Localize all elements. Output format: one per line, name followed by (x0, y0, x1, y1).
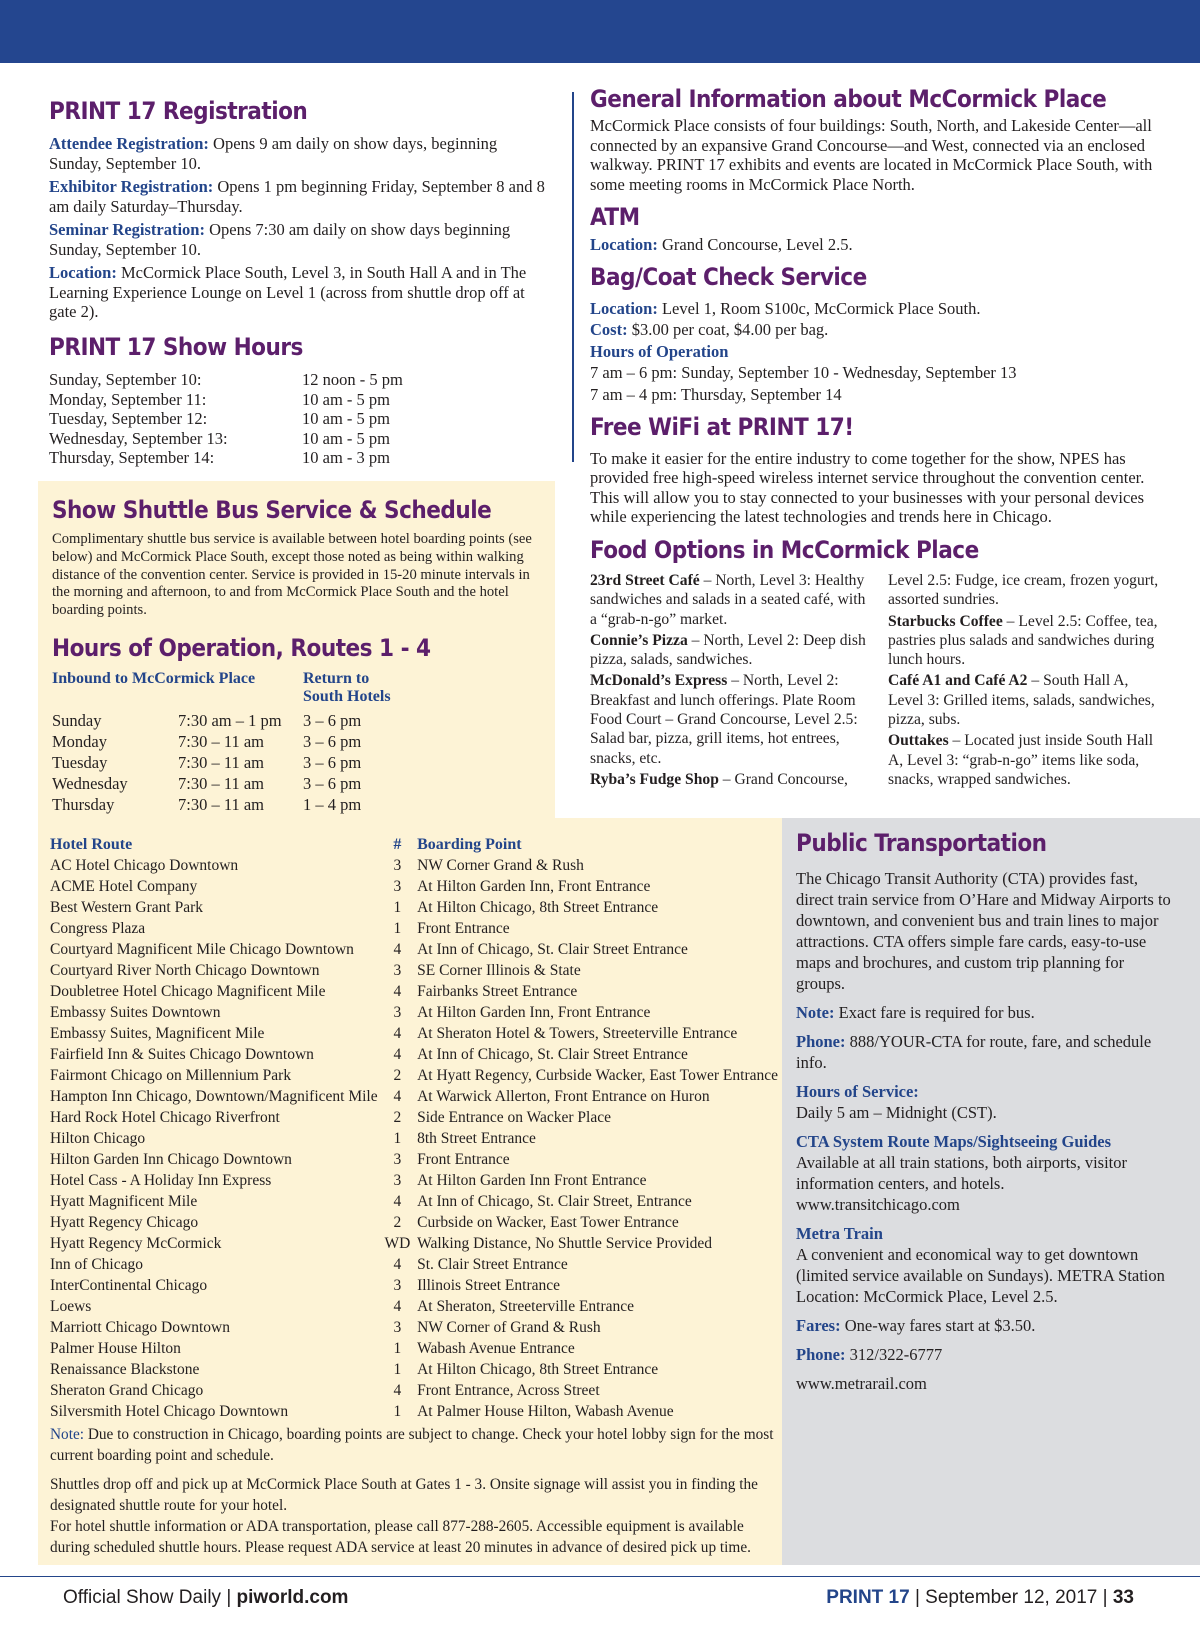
hotel-routes-section (50, 834, 778, 1558)
hotel-name: Renaissance Blackstone (50, 1361, 200, 1378)
hotel-row (50, 855, 778, 876)
hotel-name: ACME Hotel Company (50, 878, 198, 895)
route-number: 3 (393, 878, 402, 895)
route-number: 4 (393, 983, 402, 1000)
show-hours-row: Thursday, September 14: 10 am - 3 pm (49, 448, 390, 468)
route-number: 3 (393, 1277, 402, 1294)
hotel-row (50, 1254, 778, 1275)
hotel-row (50, 939, 778, 960)
route-number: 3 (393, 857, 402, 874)
hotel-name: Embassy Suites Downtown (50, 1004, 221, 1021)
hotel-name: Sheraton Grand Chicago (50, 1382, 204, 1399)
hotel-route-header: Hotel Route (50, 836, 133, 853)
shuttle-section (52, 497, 547, 815)
boarding-point: St. Clair Street Entrance (417, 1256, 568, 1273)
routes-title: Hours of Operation, Routes 1 - 4 (52, 634, 431, 663)
route-number-header: # (393, 836, 402, 853)
route-row: Sunday 7:30 am – 1 pm 3 – 6 pm (52, 710, 362, 730)
boarding-point: Front Entrance (417, 1151, 510, 1168)
boarding-point: At Sheraton Hotel & Towers, Streeterville Entrance (417, 1025, 738, 1042)
routes-table (52, 670, 413, 815)
hotel-row (50, 960, 778, 981)
boarding-point: At Inn of Chicago, St. Clair Street Entrance (417, 1046, 688, 1063)
show-hours-row: Monday, September 11: 10 am - 5 pm (49, 389, 390, 409)
hotel-row (50, 1296, 778, 1317)
boarding-point: 8th Street Entrance (417, 1130, 536, 1147)
route-number: 1 (393, 1361, 402, 1378)
transit-note: Note: Exact fare is required for bus. (796, 1003, 1035, 1023)
food-column-1 (590, 571, 866, 791)
boarding-point: At Inn of Chicago, St. Clair Street, Entrance (417, 1193, 692, 1210)
hotel-row (50, 1380, 778, 1401)
hotel-name: Hampton Inn Chicago, Downtown/Magnificent Mile (50, 1088, 378, 1105)
hotel-name: Marriott Chicago Downtown (50, 1319, 230, 1336)
hotel-name: Hotel Cass - A Holiday Inn Express (50, 1172, 272, 1189)
boarding-point: At Hilton Chicago, 8th Street Entrance (417, 1361, 659, 1378)
hotel-row (50, 1275, 778, 1296)
general-info-text: McCormick Place consists of four buildings: South, North, and Lakeside Center—all connected by an expansive Grand Concourse—and West, connected via an enclosed walkway. PRINT 17 exhibits and events are located in McCormick Place South, with some meeting rooms in McCormick Place North. (590, 116, 1153, 194)
boarding-point: NW Corner of Grand & Rush (417, 1319, 601, 1336)
transit-title: Public Transportation (796, 829, 1047, 857)
show-hours-title: PRINT 17 Show Hours (49, 332, 303, 361)
boarding-point: At Palmer House Hilton, Wabash Avenue (417, 1403, 674, 1420)
route-number: 1 (393, 899, 402, 916)
hotel-row (50, 1317, 778, 1338)
boarding-point: SE Corner Illinois & State (417, 962, 581, 979)
food-item: Outtakes – Located just inside South Hall A, Level 3: “grab-n-go” items like soda, snacks, wrapped sandwiches. (888, 732, 1154, 788)
footer-right: PRINT 17 | September 12, 2017 | 33 (826, 1587, 1134, 1608)
boarding-point: Curbside on Wacker, East Tower Entrance (417, 1214, 679, 1231)
hotel-row (50, 1401, 778, 1422)
footer-rule (0, 1576, 1200, 1577)
route-number: 3 (393, 1172, 402, 1189)
route-number: 1 (393, 920, 402, 937)
hotel-row (50, 1128, 778, 1149)
wifi-info (590, 414, 1165, 526)
hotel-name: Inn of Chicago (50, 1256, 143, 1273)
route-number: 4 (393, 1193, 402, 1210)
show-hours-row: Tuesday, September 12: 10 am - 5 pm (49, 409, 390, 429)
bag-cost: Cost: $3.00 per coat, $4.00 per bag. (590, 320, 829, 340)
bag-check-title: Bag/Coat Check Service (590, 263, 867, 292)
boarding-point: Wabash Avenue Entrance (417, 1340, 575, 1357)
route-number: 4 (393, 941, 402, 958)
show-hours-row: Wednesday, September 13: 10 am - 5 pm (49, 428, 390, 448)
bag-hours-2: 7 am – 4 pm: Thursday, September 14 (590, 384, 842, 404)
hotel-name: Hard Rock Hotel Chicago Riverfront (50, 1109, 280, 1126)
boarding-point: At Inn of Chicago, St. Clair Street Entrance (417, 941, 688, 958)
hotel-row (50, 1023, 778, 1044)
hotel-row (50, 1212, 778, 1233)
route-number: 3 (393, 962, 402, 979)
boarding-point: At Sheraton, Streeterville Entrance (417, 1298, 635, 1315)
route-number: 4 (393, 1046, 402, 1063)
route-number: 3 (393, 1004, 402, 1021)
show-hours-table (49, 370, 403, 468)
seminar-registration: Seminar Registration: Opens 7:30 am daily on show days beginning Sunday, September 10. (49, 220, 511, 259)
hotel-row (50, 1338, 778, 1359)
boarding-point: Illinois Street Entrance (417, 1277, 561, 1294)
hotel-note: Note: Due to construction in Chicago, boarding points are subject to change. Check your hotel lobby sign for the most current boarding point and schedule. (50, 1426, 774, 1464)
transit-url[interactable]: www.transitchicago.com (796, 1195, 960, 1215)
food-item: Ryba’s Fudge Shop – Grand Concourse, (590, 770, 848, 788)
hotel-row (50, 876, 778, 897)
column-divider (572, 92, 574, 462)
boarding-point: At Warwick Allerton, Front Entrance on Huron (417, 1088, 710, 1105)
show-hours-row: Sunday, September 10: 12 noon - 5 pm (49, 370, 403, 390)
hotel-row (50, 1170, 778, 1191)
route-number: 4 (393, 1088, 402, 1105)
hotel-name: Fairfield Inn & Suites Chicago Downtown (50, 1046, 314, 1063)
hotel-name: AC Hotel Chicago Downtown (50, 857, 239, 874)
hotel-name: Hyatt Regency McCormick (50, 1235, 222, 1252)
food-item: Starbucks Coffee – Level 2.5: Coffee, tea, pastries plus salads and sandwiches during lunch hours. (888, 612, 1158, 669)
metra-info: Metra Train A convenient and economical way to get downtown (limited service available on Sundays). METRA Station Location: McCormick Place, Level 2.5. (796, 1224, 1165, 1307)
shuttle-gates-info: Shuttles drop off and pick up at McCormick Place South at Gates 1 - 3. Onsite signage will assist you in finding the designated shuttle route for your hotel. (50, 1476, 758, 1514)
footer-left: Official Show Daily | piworld.com (63, 1587, 349, 1608)
wifi-text: To make it easier for the entire industry to come together for the show, NPES has provided free high-speed wireless internet service throughout the convention center. This will allow you to stay connected to your businesses with your personal devices while experiencing the latest technologies and trends here in Chicago. (590, 448, 1145, 527)
transit-maps: CTA System Route Maps/Sightseeing Guides Available at all train stations, both airports, visitor information centers, and hotels. www.transitchicago.com (796, 1132, 1127, 1215)
hotel-name: Courtyard Magnificent Mile Chicago Downtown (50, 941, 354, 958)
transit-hours: Hours of Service: Daily 5 am – Midnight (CST). (796, 1082, 997, 1123)
boarding-point: At Hilton Chicago, 8th Street Entrance (417, 899, 659, 916)
boarding-point: At Hilton Garden Inn, Front Entrance (417, 878, 651, 895)
transit-intro: The Chicago Transit Authority (CTA) provides fast, direct train service from O’Hare and Midway Airports to downtown, and convenient bus and train lines to major attractions. CTA offers simple fare cards, easy-to-use maps and brochures, and custom trip planning for groups. (796, 869, 1171, 994)
food-column-2 (888, 571, 1164, 791)
page-number: 33 (1112, 1587, 1134, 1608)
transit-phone: Phone: 888/YOUR-CTA for route, fare, and schedule info. (796, 1032, 1152, 1073)
footer-site-link[interactable]: piworld.com (236, 1587, 349, 1608)
bag-hours-label: Hours of Operation (590, 341, 729, 361)
hotel-name: Hyatt Regency Chicago (50, 1214, 199, 1231)
bag-check-info (590, 264, 1165, 404)
atm-location: Location: Grand Concourse, Level 2.5. (590, 234, 853, 254)
wifi-title: Free WiFi at PRINT 17! (590, 413, 854, 442)
hotel-name: Hyatt Magnificent Mile (50, 1193, 198, 1210)
inbound-header: Inbound to McCormick Place (52, 669, 256, 687)
atm-info (590, 204, 1165, 254)
boarding-point: At Hilton Garden Inn Front Entrance (417, 1172, 647, 1189)
atm-title: ATM (590, 203, 640, 232)
hotel-routes-table (50, 834, 778, 1422)
hotel-name: Best Western Grant Park (50, 899, 204, 916)
boarding-point: Front Entrance, Across Street (417, 1382, 600, 1399)
hotel-row (50, 1086, 778, 1107)
route-number: 1 (393, 1403, 402, 1420)
route-number: 4 (393, 1382, 402, 1399)
exhibitor-registration: Exhibitor Registration: Opens 1 pm beginning Friday, September 8 and 8 am daily Saturday–Thursday. (49, 177, 545, 216)
hotel-name: Hilton Chicago (50, 1130, 146, 1147)
bag-location: Location: Level 1, Room S100c, McCormick Place South. (590, 298, 981, 318)
attendee-registration: Attendee Registration: Opens 9 am daily on show days, beginning Sunday, September 10. (49, 134, 498, 173)
hotel-row (50, 1065, 778, 1086)
hotel-row (50, 918, 778, 939)
route-row: Thursday 7:30 – 11 am 1 – 4 pm (52, 794, 362, 814)
route-number: 3 (393, 1319, 402, 1336)
food-title: Food Options in McCormick Place (590, 535, 979, 564)
boarding-point: At Hyatt Regency, Curbside Wacker, East Tower Entrance (417, 1067, 778, 1084)
food-item: Connie’s Pizza – North, Level 2: Deep dish pizza, salads, sandwiches. (590, 631, 866, 669)
hotel-row (50, 897, 778, 918)
boarding-point: NW Corner Grand & Rush (417, 857, 584, 874)
food-item: McDonald’s Express – North, Level 2: Breakfast and lunch offerings. Plate Room Food Court – Grand Concourse, Level 2.5: Salad bar, pizza, grill items, hot entrees, snacks, etc. (590, 672, 858, 767)
route-number: 4 (393, 1025, 402, 1042)
boarding-point: Fairbanks Street Entrance (417, 983, 578, 1000)
boarding-point: Walking Distance, No Shuttle Service Provided (417, 1235, 713, 1252)
hotel-row (50, 1107, 778, 1128)
route-row: Tuesday 7:30 – 11 am 3 – 6 pm (52, 752, 362, 772)
route-number: 2 (393, 1109, 402, 1126)
general-info-title: General Information about McCormick Place (590, 85, 1107, 113)
route-number: 4 (393, 1298, 402, 1315)
registration-location: Location: McCormick Place South, Level 3, in South Hall A and in The Learning Experience Lounge on Level 1 (across from shuttle drop off at gate 2). (49, 263, 527, 322)
hotel-row (50, 1044, 778, 1065)
bag-hours-1: 7 am – 6 pm: Sunday, September 10 - Wednesday, September 13 (590, 363, 1017, 383)
route-number: WD (384, 1235, 411, 1252)
route-number: 1 (393, 1130, 402, 1147)
food-columns (590, 571, 1165, 791)
hotel-routes-body (50, 855, 778, 1422)
food-item: 23rd Street Café – North, Level 3: Healthy sandwiches and salads in a seated café, with a “grab-n-go” market. (590, 571, 866, 628)
food-item: Level 2.5: Fudge, ice cream, frozen yogurt, assorted sundries. (888, 571, 1159, 609)
hotel-name: Fairmont Chicago on Millennium Park (50, 1067, 292, 1084)
registration-title: PRINT 17 Registration (49, 97, 308, 125)
route-number: 2 (393, 1067, 402, 1084)
hotel-name: Congress Plaza (50, 920, 146, 937)
hotel-name: Palmer House Hilton (50, 1340, 181, 1357)
route-number: 1 (393, 1340, 402, 1357)
hotel-row (50, 1233, 778, 1254)
public-transportation-section (796, 830, 1176, 1402)
route-number: 3 (393, 1151, 402, 1168)
general-info (590, 86, 1165, 194)
boarding-point: Front Entrance (417, 920, 510, 937)
boarding-point-header: Boarding Point (417, 836, 522, 853)
hotel-row (50, 1149, 778, 1170)
registration-section (49, 98, 549, 468)
hotel-name: Doubletree Hotel Chicago Magnificent Mile (50, 983, 326, 1000)
hotel-name: Courtyard River North Chicago Downtown (50, 962, 320, 979)
return-header: Return to South Hotels (303, 669, 391, 705)
venue-info-section (590, 86, 1165, 791)
hotel-name: Embassy Suites, Magnificent Mile (50, 1025, 265, 1042)
hotel-name: InterContinental Chicago (50, 1277, 208, 1294)
ada-info: For hotel shuttle information or ADA transportation, please call 877-288-2605. Accessible equipment is available during scheduled shuttle hours. Please request ADA service at least 20 minutes in advance of desired pick up time. (50, 1518, 751, 1556)
hotel-row (50, 1359, 778, 1380)
metra-url[interactable]: www.metrarail.com (796, 1374, 927, 1394)
boarding-point: At Hilton Garden Inn, Front Entrance (417, 1004, 651, 1021)
food-info (590, 537, 1165, 792)
hotel-name: Hilton Garden Inn Chicago Downtown (50, 1151, 292, 1168)
boarding-point: Side Entrance on Wacker Place (417, 1109, 611, 1126)
food-item: Café A1 and Café A2 – South Hall A, Level 3: Grilled items, salads, sandwiches, pizza, subs. (888, 672, 1155, 729)
hotel-name: Loews (50, 1298, 92, 1315)
shuttle-intro: Complimentary shuttle bus service is available between hotel boarding points (see below) and McCormick Place South, except those noted as being within walking distance of the convention center. Service is provided in 15-20 minute intervals in the morning and afternoon, to and from McCormick Place South and the hotel boarding points. (52, 531, 532, 618)
hotel-row (50, 981, 778, 1002)
hotel-row (50, 1002, 778, 1023)
hotel-name: Silversmith Hotel Chicago Downtown (50, 1403, 289, 1420)
top-banner (0, 0, 1200, 63)
route-number: 2 (393, 1214, 402, 1231)
hotel-row (50, 1191, 778, 1212)
route-row: Wednesday 7:30 – 11 am 3 – 6 pm (52, 773, 362, 793)
shuttle-title: Show Shuttle Bus Service & Schedule (52, 496, 492, 524)
metra-phone: Phone: 312/322-6777 (796, 1345, 943, 1365)
route-number: 4 (393, 1256, 402, 1273)
route-row: Monday 7:30 – 11 am 3 – 6 pm (52, 731, 362, 751)
metra-fares: Fares: One-way fares start at $3.50. (796, 1316, 1036, 1336)
